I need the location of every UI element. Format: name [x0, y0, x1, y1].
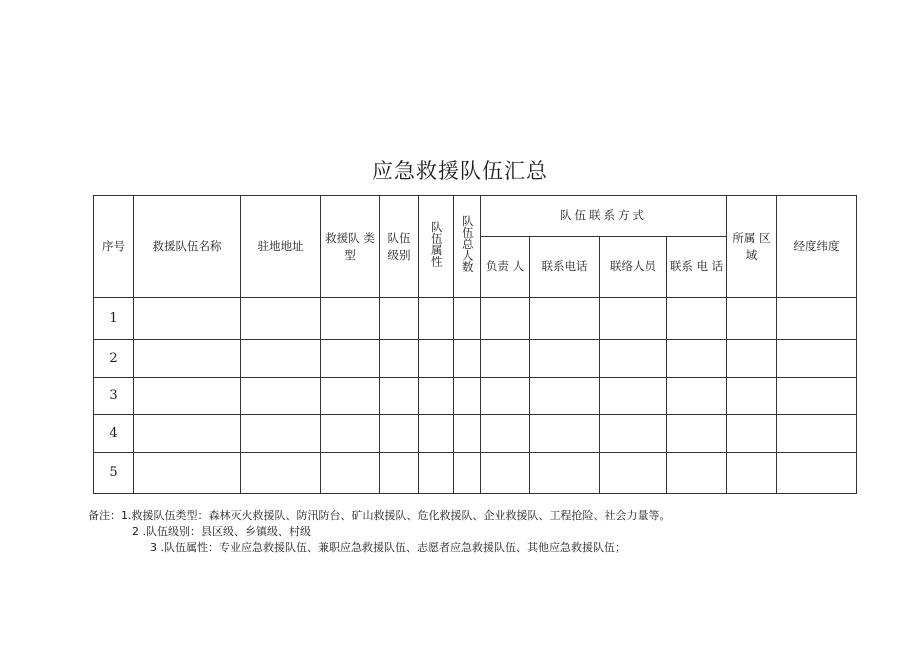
row-cell	[380, 298, 419, 340]
row-cell	[241, 378, 321, 415]
header-leader-phone: 联系电话	[530, 237, 600, 298]
row-cell	[727, 298, 777, 340]
row-cell	[454, 453, 481, 494]
row-cell	[777, 453, 857, 494]
row-cell	[454, 378, 481, 415]
row-cell	[667, 378, 727, 415]
header-team-level	[380, 196, 419, 298]
row-cell	[481, 453, 530, 494]
row-seq: 3	[94, 378, 134, 415]
row-cell	[454, 415, 481, 453]
row-cell	[667, 340, 727, 378]
table-row	[94, 298, 857, 340]
note-team-levels: 2 .队伍级别：县区级、乡镇级、村级	[132, 525, 311, 538]
header-team-size	[454, 196, 481, 298]
row-cell	[600, 378, 667, 415]
row-seq: 4	[94, 415, 134, 453]
header-region-label: 所属 区域	[732, 230, 771, 262]
note-team-types: 1.救援队伍类型：森林灭火救援队、防汛防台、矿山救援队、危化救援队、企业救援队、工程抢险、社会力量等。	[121, 509, 671, 522]
row-cell	[321, 378, 380, 415]
header-address: 驻地地址	[241, 196, 321, 298]
row-cell	[777, 298, 857, 340]
row-cell	[419, 340, 454, 378]
row-cell	[600, 340, 667, 378]
row-cell	[727, 378, 777, 415]
row-cell	[380, 453, 419, 494]
row-cell	[134, 378, 241, 415]
table-row	[94, 453, 857, 494]
row-cell	[777, 378, 857, 415]
row-cell	[454, 298, 481, 340]
row-cell	[530, 415, 600, 453]
row-seq: 2	[94, 340, 134, 378]
row-cell	[454, 340, 481, 378]
header-team-name: 救援队伍名称	[134, 196, 241, 298]
note-line-2	[88, 524, 671, 540]
row-cell	[530, 340, 600, 378]
header-region	[727, 196, 777, 298]
row-cell	[667, 298, 727, 340]
row-cell	[777, 340, 857, 378]
row-cell	[481, 378, 530, 415]
row-cell	[419, 453, 454, 494]
row-cell	[241, 453, 321, 494]
row-cell	[321, 415, 380, 453]
note-team-attrs: 3 .队伍属性：专业应急救援队伍、兼职应急救援队伍、志愿者应急救援队伍、其他应急救援队伍；	[150, 541, 626, 554]
row-cell	[419, 298, 454, 340]
header-team-type	[321, 196, 380, 298]
team-summary-table	[93, 195, 857, 494]
row-cell	[667, 453, 727, 494]
row-cell	[321, 298, 380, 340]
row-seq: 5	[94, 453, 134, 494]
notes-block	[88, 508, 671, 556]
row-cell	[134, 340, 241, 378]
row-cell	[530, 453, 600, 494]
row-seq: 1	[94, 298, 134, 340]
header-team-size-label: 队伍总人数	[460, 215, 475, 273]
row-cell	[241, 298, 321, 340]
row-cell	[241, 415, 321, 453]
row-cell	[481, 415, 530, 453]
header-contact-group: 队伍联系方式	[481, 196, 727, 237]
row-cell	[727, 340, 777, 378]
row-cell	[380, 415, 419, 453]
row-cell	[481, 340, 530, 378]
row-cell	[134, 298, 241, 340]
row-cell	[419, 415, 454, 453]
header-team-attr-label: 队伍属性	[429, 221, 444, 268]
row-cell	[530, 378, 600, 415]
row-cell	[600, 453, 667, 494]
row-cell	[727, 415, 777, 453]
row-cell	[321, 340, 380, 378]
row-cell	[530, 298, 600, 340]
header-team-level-label: 队伍级别	[387, 230, 411, 262]
row-cell	[777, 415, 857, 453]
row-cell	[727, 453, 777, 494]
header-team-attr	[419, 196, 454, 298]
row-cell	[134, 453, 241, 494]
row-cell	[134, 415, 241, 453]
note-line-3	[88, 540, 671, 556]
header-coords: 经度纬度	[777, 196, 857, 298]
table-row	[94, 378, 857, 415]
row-cell	[241, 340, 321, 378]
notes-prefix: 备注：	[88, 509, 121, 522]
row-cell	[380, 340, 419, 378]
row-cell	[600, 298, 667, 340]
header-leader: 负责 人	[481, 237, 530, 298]
table-row	[94, 415, 857, 453]
row-cell	[380, 378, 419, 415]
header-contact-phone: 联系 电 话	[667, 237, 727, 298]
page-title: 应急救援队伍汇总	[372, 159, 548, 183]
row-cell	[481, 298, 530, 340]
row-cell	[419, 378, 454, 415]
note-line-1	[88, 508, 671, 524]
header-row-top	[94, 196, 857, 237]
header-team-type-label: 救援队 类型	[325, 230, 375, 262]
header-contact-person: 联络人员	[600, 237, 667, 298]
row-cell	[667, 415, 727, 453]
row-cell	[600, 415, 667, 453]
row-cell	[321, 453, 380, 494]
table-row	[94, 340, 857, 378]
header-seq: 序号	[94, 196, 134, 298]
